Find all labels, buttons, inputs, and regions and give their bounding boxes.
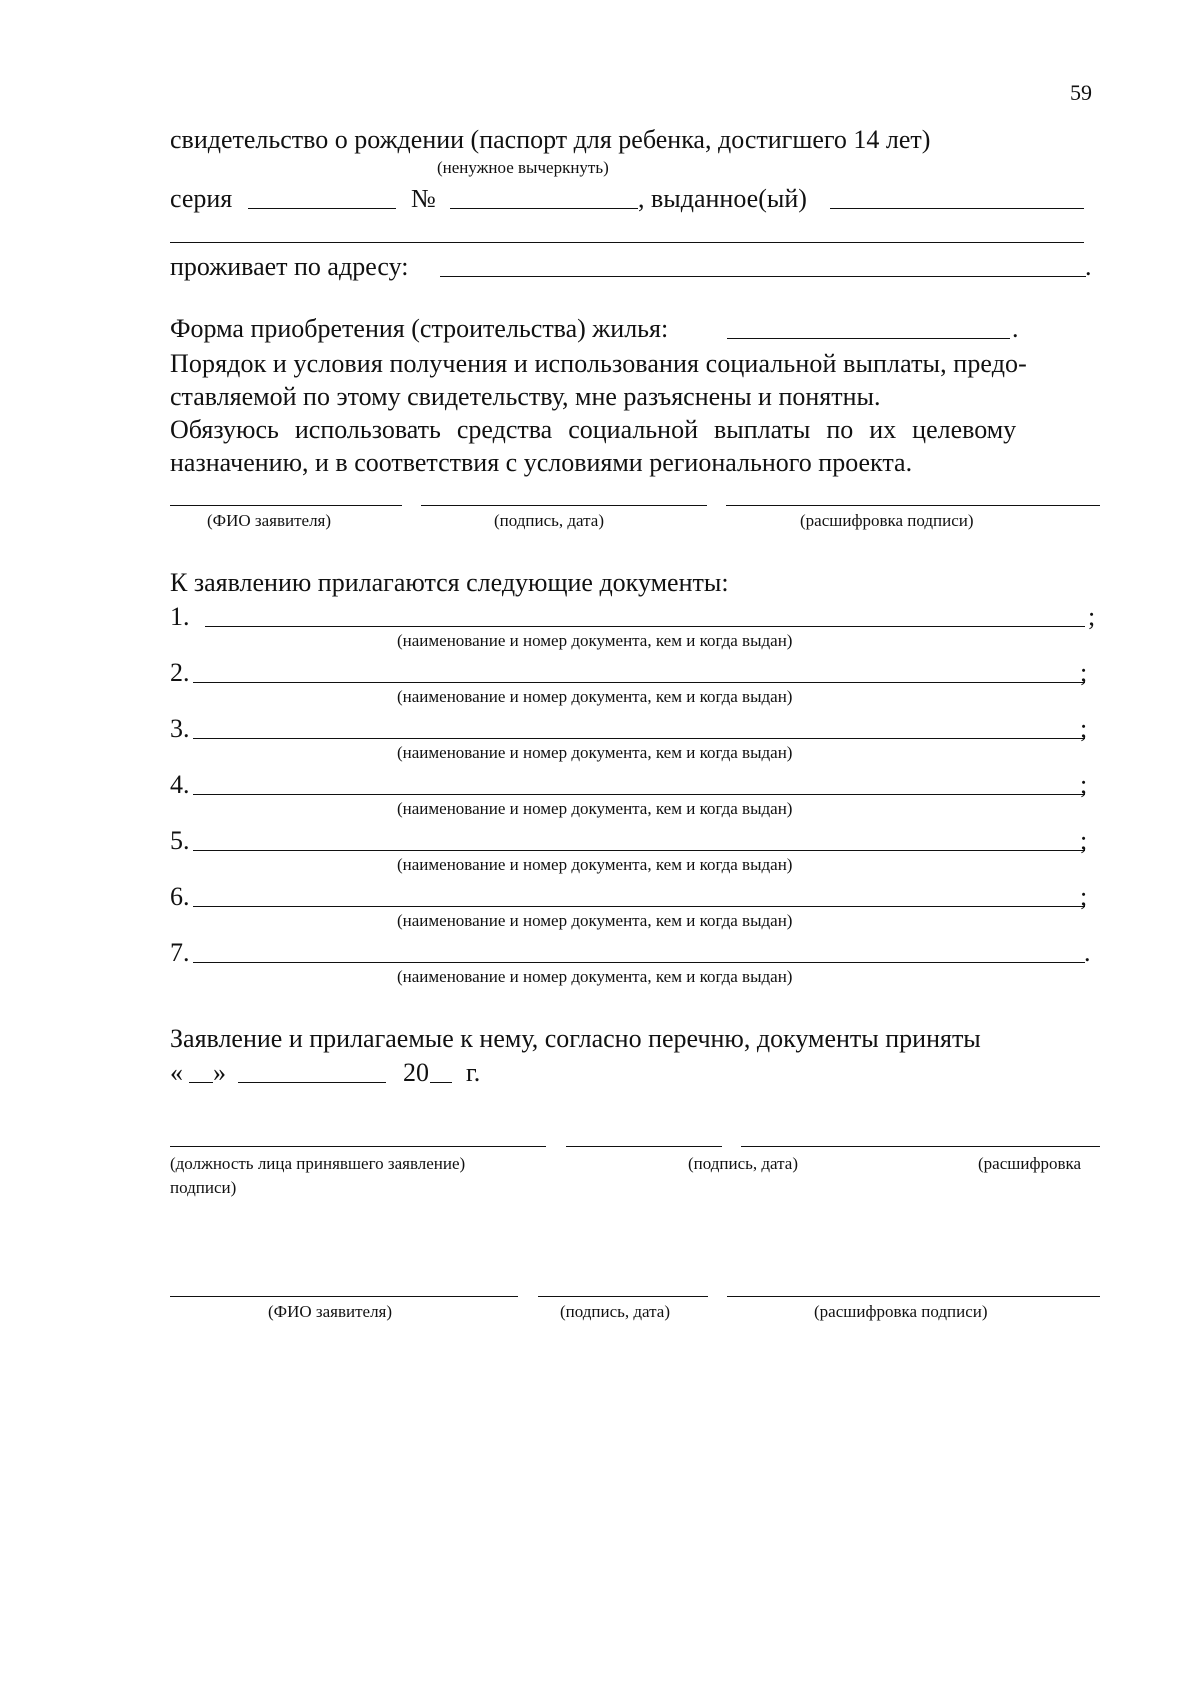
official-decoding-caption-cont: подписи) bbox=[170, 1178, 237, 1197]
applicant2-decoding-caption: (расшифровка подписи) bbox=[814, 1302, 988, 1321]
official-sign-date-caption: (подпись, дата) bbox=[688, 1154, 799, 1173]
attachment-caption: (наименование и номер документа, кем и когда выдан) bbox=[397, 687, 793, 706]
attachment-field[interactable] bbox=[205, 626, 1085, 627]
series-field[interactable] bbox=[248, 208, 396, 209]
official-position-caption: (должность лица принявшего заявление) bbox=[170, 1154, 466, 1173]
applicant2-sign-date-field[interactable] bbox=[538, 1296, 708, 1297]
applicant2-fio-field[interactable] bbox=[170, 1296, 518, 1297]
attachment-number: 7. bbox=[170, 938, 190, 967]
applicant-sign-date-caption: (подпись, дата) bbox=[494, 511, 605, 530]
attachment-field[interactable] bbox=[193, 962, 1085, 963]
attachment-field[interactable] bbox=[193, 850, 1085, 851]
applicant2-sign-date-caption: (подпись, дата) bbox=[560, 1302, 671, 1321]
official-decoding-field[interactable] bbox=[741, 1146, 1100, 1147]
attachment-end: ; bbox=[1080, 882, 1088, 911]
attachment-field[interactable] bbox=[193, 738, 1085, 739]
applicant-sign-date-field[interactable] bbox=[421, 505, 707, 506]
applicant-decoding-field[interactable] bbox=[726, 505, 1100, 506]
acceptance-month-field[interactable] bbox=[238, 1082, 386, 1083]
acceptance-year-field[interactable] bbox=[430, 1082, 452, 1083]
applicant2-decoding-field[interactable] bbox=[727, 1296, 1100, 1297]
attachment-end: ; bbox=[1080, 826, 1088, 855]
attachment-end: ; bbox=[1080, 714, 1088, 743]
birth-certificate-title: свидетельство о рождении (паспорт для ребенка, достигшего 14 лет) bbox=[170, 125, 931, 154]
strike-note: (ненужное вычеркнуть) bbox=[437, 158, 609, 177]
housing-form-field[interactable] bbox=[727, 338, 1010, 339]
attachments-heading: К заявлению прилагаются следующие документы: bbox=[170, 568, 729, 597]
year-suffix: г. bbox=[466, 1058, 481, 1087]
issued-label: , выданное(ый) bbox=[638, 184, 807, 213]
applicant-fio-caption: (ФИО заявителя) bbox=[207, 511, 332, 530]
address-field[interactable] bbox=[440, 276, 1086, 277]
attachment-number: 4. bbox=[170, 770, 190, 799]
statement-line-1: Порядок и условия получения и использования социальной выплаты, предо- bbox=[170, 349, 1027, 378]
attachment-caption: (наименование и номер документа, кем и когда выдан) bbox=[397, 911, 793, 930]
applicant-fio-field[interactable] bbox=[170, 505, 402, 506]
statement-line-2: ставляемой по этому свидетельству, мне разъяснены и понятны. bbox=[170, 382, 881, 411]
attachment-field[interactable] bbox=[193, 682, 1085, 683]
attachment-caption: (наименование и номер документа, кем и когда выдан) bbox=[397, 743, 793, 762]
official-position-field[interactable] bbox=[170, 1146, 546, 1147]
address-label: проживает по адресу: bbox=[170, 252, 409, 281]
year-prefix: 20 bbox=[403, 1058, 429, 1087]
statement-line-3: Обязуюсь использовать средства социальной выплаты по их целевому bbox=[170, 415, 1017, 444]
number-field[interactable] bbox=[450, 208, 638, 209]
attachment-field[interactable] bbox=[193, 906, 1085, 907]
attachment-number: 6. bbox=[170, 882, 190, 911]
housing-form-end: . bbox=[1012, 314, 1019, 343]
attachment-end: ; bbox=[1080, 770, 1088, 799]
statement-line-4: назначению, и в соответствия с условиями регионального проекта. bbox=[170, 448, 913, 477]
acceptance-day-field[interactable] bbox=[189, 1082, 213, 1083]
housing-form-label: Форма приобретения (строительства) жилья: bbox=[170, 314, 669, 343]
attachment-caption: (наименование и номер документа, кем и когда выдан) bbox=[397, 855, 793, 874]
applicant-decoding-caption: (расшифровка подписи) bbox=[800, 511, 974, 530]
issued-by-continuation-field[interactable] bbox=[170, 242, 1084, 243]
official-decoding-caption: (расшифровка bbox=[978, 1154, 1082, 1173]
issued-by-field[interactable] bbox=[830, 208, 1084, 209]
address-end: . bbox=[1085, 252, 1092, 281]
series-label: серия bbox=[170, 184, 233, 213]
attachment-caption: (наименование и номер документа, кем и когда выдан) bbox=[397, 967, 793, 986]
page-number: 59 bbox=[1070, 80, 1092, 105]
attachment-number: 3. bbox=[170, 714, 190, 743]
attachment-end: . bbox=[1084, 938, 1091, 967]
quote-open: « bbox=[170, 1058, 183, 1087]
attachment-caption: (наименование и номер документа, кем и когда выдан) bbox=[397, 799, 793, 818]
official-sign-date-field[interactable] bbox=[566, 1146, 722, 1147]
attachment-number: 2. bbox=[170, 658, 190, 687]
attachment-end: ; bbox=[1080, 658, 1088, 687]
number-label: № bbox=[411, 184, 436, 213]
applicant2-fio-caption: (ФИО заявителя) bbox=[268, 1302, 393, 1321]
attachment-number: 1. bbox=[170, 602, 190, 631]
attachment-field[interactable] bbox=[193, 794, 1085, 795]
quote-close: » bbox=[213, 1058, 226, 1087]
acceptance-text: Заявление и прилагаемые к нему, согласно перечню, документы приняты bbox=[170, 1024, 981, 1053]
attachment-end: ; bbox=[1088, 602, 1096, 631]
attachment-caption: (наименование и номер документа, кем и когда выдан) bbox=[397, 631, 793, 650]
attachment-number: 5. bbox=[170, 826, 190, 855]
